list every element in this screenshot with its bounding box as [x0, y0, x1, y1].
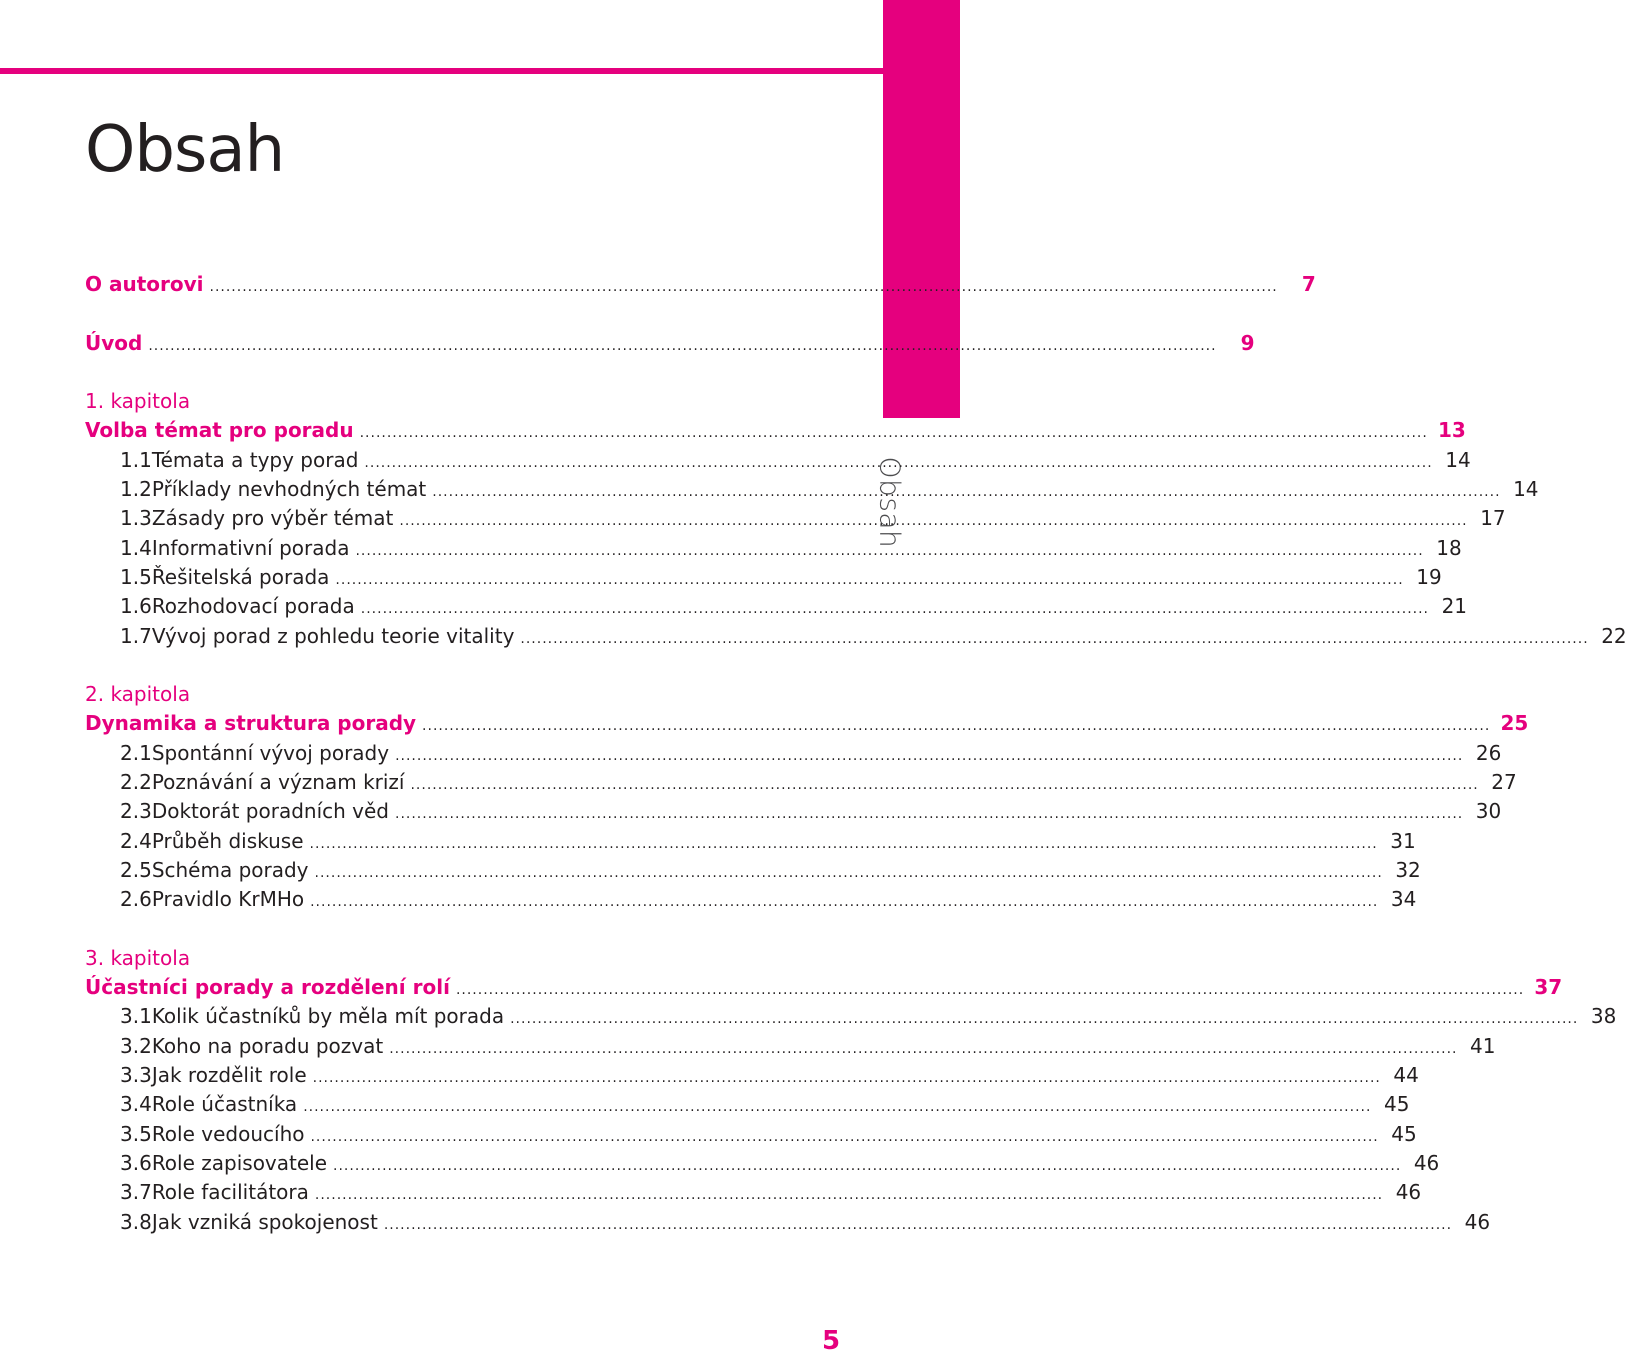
toc-entry-number: 3.8: [120, 1209, 152, 1234]
toc-entry[interactable]: [85, 1090, 1410, 1119]
dot-leader: ....................................................................................................................................................................................................: [389, 1040, 1458, 1057]
toc-entry-number: 3.6: [120, 1150, 152, 1175]
toc-entry-label: Vývoj porad z pohledu teorie vitality: [151, 623, 515, 648]
toc-entry[interactable]: [85, 1002, 1617, 1031]
toc-entry-page: 37: [1534, 975, 1563, 1000]
toc-entry-page: 30: [1475, 799, 1502, 824]
toc-entry-page: 31: [1390, 828, 1416, 853]
toc-entry-page: 44: [1393, 1063, 1419, 1088]
toc-entry-uvod[interactable]: [85, 329, 1255, 358]
dot-leader: ....................................................................................................................................................................................................: [209, 279, 1278, 295]
dot-leader: ....................................................................................................................................................................................................: [520, 630, 1589, 647]
toc-entry-number: 2.5: [120, 857, 152, 882]
toc-entry-label: Účastníci porady a rozdělení rolí: [85, 975, 450, 1000]
toc-entry[interactable]: [85, 797, 1502, 826]
toc-entry-number: 3.2: [120, 1033, 152, 1058]
toc-entry-page: 25: [1500, 711, 1529, 736]
top-accent-rule: [0, 68, 886, 74]
toc-entry-label: Pravidlo KrMHo: [151, 887, 305, 912]
toc-entry-label: Zásady pro výběr témat: [151, 506, 394, 531]
toc-entry-label: Poznávání a význam krizí: [151, 770, 405, 795]
toc-entry-page: 17: [1480, 506, 1506, 531]
toc-entry[interactable]: [85, 768, 1517, 797]
toc-entry-number: 1.4: [120, 535, 152, 560]
toc-entry-label: Volba témat pro poradu: [85, 418, 354, 443]
toc-entry-number: 2.4: [120, 828, 152, 853]
toc-entry-page: 18: [1436, 535, 1462, 560]
dot-leader: ....................................................................................................................................................................................................: [510, 1011, 1579, 1028]
dot-leader: ....................................................................................................................................................................................................: [335, 571, 1404, 588]
toc-entry[interactable]: [85, 622, 1627, 651]
toc-entry-page: 19: [1416, 564, 1442, 589]
dot-leader: ....................................................................................................................................................................................................: [310, 1128, 1379, 1145]
toc-entry-label: Příklady nevhodných témat: [151, 477, 427, 502]
toc-entry-number: 1.7: [120, 623, 152, 648]
dot-leader: ....................................................................................................................................................................................................: [395, 747, 1464, 764]
toc-entry-label: Doktorát poradních věd: [151, 799, 389, 824]
dot-leader: ....................................................................................................................................................................................................: [410, 777, 1479, 794]
toc-entry-page: 32: [1395, 857, 1421, 882]
toc-entry-page: 45: [1391, 1121, 1417, 1146]
toc-entry-number: 3.5: [120, 1121, 152, 1146]
toc-entry-label: Průběh diskuse: [151, 828, 304, 853]
toc-entry-page: 7: [1301, 272, 1316, 296]
dot-leader: ....................................................................................................................................................................................................: [455, 982, 1525, 999]
toc-entry-number: 1.2: [120, 477, 152, 502]
toc-entry[interactable]: [85, 739, 1502, 768]
dot-leader: ....................................................................................................................................................................................................: [432, 484, 1501, 501]
dot-leader: ....................................................................................................................................................................................................: [364, 454, 1433, 471]
toc-entry-label: Role facilitátora: [151, 1180, 309, 1205]
dot-leader: ....................................................................................................................................................................................................: [314, 1187, 1384, 1204]
toc-entry[interactable]: [85, 534, 1462, 563]
toc-entry[interactable]: [85, 856, 1421, 885]
toc-entry[interactable]: [85, 1149, 1440, 1178]
dot-leader: ....................................................................................................................................................................................................: [314, 864, 1383, 881]
toc-entry-page: 46: [1464, 1209, 1491, 1234]
toc-entry[interactable]: [85, 592, 1468, 621]
chapter-label: 3. kapitola: [85, 945, 191, 970]
toc-entry-label: Jak rozdělit role: [151, 1063, 307, 1088]
toc-entry-label: Spontánní vývoj porady: [151, 740, 390, 765]
dot-leader: ....................................................................................................................................................................................................: [310, 894, 1379, 911]
toc-entry-page: 46: [1395, 1180, 1422, 1205]
toc-entry-label: Témata a typy porad: [151, 447, 359, 472]
toc-entry-label: Jak vzniká spokojenost: [151, 1209, 378, 1234]
toc-entry-page: 41: [1470, 1033, 1496, 1058]
toc-entry-page: 14: [1445, 447, 1471, 472]
toc-entry-label: O autorovi: [85, 272, 204, 296]
toc-entry-number: 2.1: [120, 740, 152, 765]
dot-leader: ....................................................................................................................................................................................................: [312, 1070, 1381, 1087]
toc-entry-number: 1.3: [120, 506, 152, 531]
dot-leader: ....................................................................................................................................................................................................: [355, 542, 1424, 559]
toc-entry-page: 22: [1601, 623, 1627, 648]
toc-entry-o-autorovi[interactable]: [85, 270, 1316, 299]
toc-entry-page: 13: [1438, 418, 1466, 443]
dot-leader: ....................................................................................................................................................................................................: [333, 1157, 1402, 1174]
chapter-label: 2. kapitola: [85, 682, 191, 707]
chapter-label: 1. kapitola: [85, 389, 191, 414]
dot-leader: ....................................................................................................................................................................................................: [359, 425, 1428, 442]
toc-entry-number: 3.1: [120, 1004, 152, 1029]
chapter-heading[interactable]: [85, 416, 1466, 445]
toc-entry-label: Úvod: [85, 330, 143, 355]
toc-entry-label: Role účastníka: [151, 1092, 298, 1117]
toc-entry[interactable]: [85, 475, 1539, 504]
toc-entry-page: 21: [1441, 594, 1468, 619]
toc-entry[interactable]: [85, 1061, 1419, 1090]
toc-entry[interactable]: [85, 446, 1471, 475]
toc-entry-page: 26: [1475, 740, 1502, 765]
toc-entry-label: Rozhodovací porada: [151, 594, 355, 619]
toc-entry-page: 45: [1383, 1092, 1410, 1117]
toc-entry[interactable]: [85, 1208, 1491, 1237]
chapter-heading[interactable]: [85, 973, 1563, 1002]
dot-leader: ....................................................................................................................................................................................................: [303, 1099, 1372, 1116]
dot-leader: ....................................................................................................................................................................................................: [395, 806, 1464, 823]
toc-entry[interactable]: [85, 1032, 1496, 1061]
toc-entry-label: Role vedoucího: [151, 1121, 305, 1146]
toc-entry-page: 38: [1590, 1004, 1617, 1029]
toc-entry-label: Informativní porada: [151, 535, 350, 560]
toc-entry-number: 1.6: [120, 594, 152, 619]
dot-leader: ....................................................................................................................................................................................................: [360, 601, 1430, 618]
toc-entry-label: Kolik účastníků by měla mít porada: [151, 1004, 505, 1029]
page-number: 5: [822, 1326, 841, 1356]
toc-entry-number: 3.3: [120, 1063, 152, 1088]
dot-leader: ....................................................................................................................................................................................................: [309, 835, 1378, 852]
dot-leader: ....................................................................................................................................................................................................: [383, 1216, 1453, 1233]
side-section-label: Obsah: [873, 456, 907, 549]
dot-leader: ....................................................................................................................................................................................................: [399, 513, 1468, 530]
toc-entry[interactable]: [85, 1120, 1417, 1149]
dot-leader: ....................................................................................................................................................................................................: [148, 337, 1217, 354]
toc-entry-label: Dynamika a struktura porady: [85, 711, 417, 736]
toc-entry-number: 1.5: [120, 564, 152, 589]
toc-entry[interactable]: [85, 885, 1417, 914]
dot-leader: ....................................................................................................................................................................................................: [422, 718, 1491, 735]
toc-entry-label: Řešitelská porada: [151, 564, 330, 589]
chapter-heading[interactable]: [85, 709, 1529, 738]
toc-entry-label: Koho na poradu pozvat: [151, 1033, 384, 1058]
toc-entry-page: 9: [1240, 330, 1255, 355]
toc-entry-page: 34: [1390, 887, 1417, 912]
toc-entry-page: 14: [1513, 477, 1539, 502]
toc-entry-number: 2.3: [120, 799, 152, 824]
toc-entry-label: Role zapisovatele: [151, 1150, 328, 1175]
toc-entry-number: 1.1: [120, 447, 152, 472]
toc-entry-number: 3.4: [120, 1092, 152, 1117]
toc-entry-number: 3.7: [120, 1180, 152, 1205]
toc-entry[interactable]: [85, 1178, 1422, 1207]
toc-entry[interactable]: [85, 827, 1416, 856]
toc-entry-label: Schéma porady: [151, 857, 309, 882]
toc-entry-page: 46: [1413, 1150, 1440, 1175]
toc-entry[interactable]: [85, 563, 1442, 592]
toc-entry[interactable]: [85, 504, 1506, 533]
toc-entry-number: 2.6: [120, 887, 152, 912]
toc-entry-number: 2.2: [120, 770, 152, 795]
toc-entry-page: 27: [1491, 770, 1517, 795]
page-title: Obsah: [85, 113, 285, 187]
